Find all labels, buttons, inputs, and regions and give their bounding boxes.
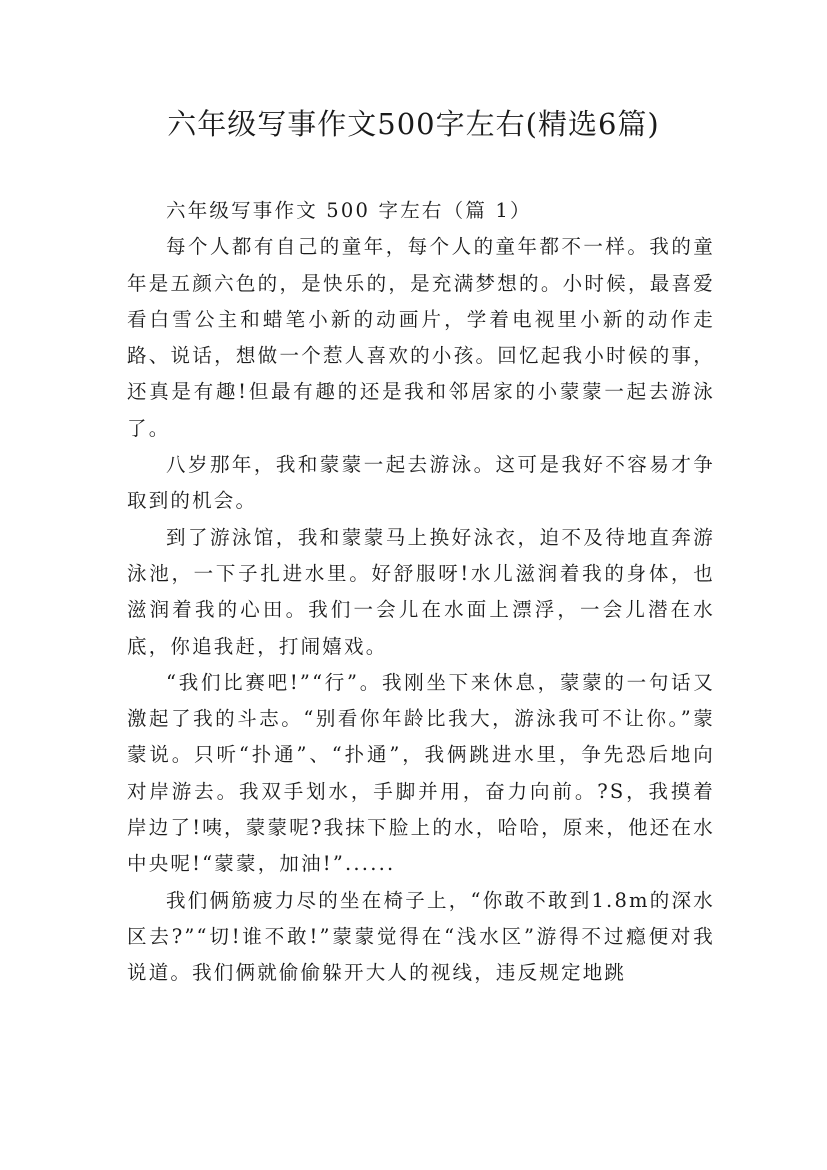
paragraph-3: 到了游泳馆，我和蒙蒙马上换好泳衣，迫不及待地直奔游泳池，一下子扎进水里。好舒服呀!水儿滋润着我的身体，也滋润着我的心田。我们一会儿在水面上漂浮，一会儿潜在水底，你追我赶，打闹嬉戏。 (127, 525, 715, 658)
paragraph-5: 我们俩筋疲力尽的坐在椅子上，“你敢不敢到1.8m的深水区去?”“切!谁不敢!”蒙蒙觉得在“浅水区”游得不过瘾便对我说道。我们俩就偷偷躲开大人的视线，违反规定地跳 (127, 888, 715, 985)
document-body (127, 193, 715, 992)
paragraph-4: “我们比赛吧!”“行”。我刚坐下来休息，蒙蒙的一句话又激起了我的斗志。“别看你年龄比我大，游泳我可不让你。”蒙蒙说。只听“扑通”、“扑通”，我俩跳进水里，争先恐后地向对岸游去。我双手划水，手脚并用，奋力向前。?S，我摸着岸边了!咦，蒙蒙呢?我抹下脸上的水，哈哈，原来，他还在水中央呢!“蒙蒙，加油!”...... (127, 670, 715, 876)
document-title: 六年级写事作文500字左右(精选6篇) (167, 107, 660, 141)
section-heading: 六年级写事作文 500 字左右（篇 1） (166, 199, 532, 222)
paragraph-2: 八岁那年，我和蒙蒙一起去游泳。这可是我好不容易才争取到的机会。 (127, 453, 715, 513)
paragraph-1: 每个人都有自己的童年，每个人的童年都不一样。我的童年是五颜六色的，是快乐的，是充满梦想的。小时候，最喜爱看白雪公主和蜡笔小新的动画片，学着电视里小新的动作走路、说话，想做一个惹人喜欢的小孩。回忆起我小时候的事，还真是有趣!但最有趣的还是我和邻居家的小蒙蒙一起去游泳了。 (127, 235, 715, 440)
